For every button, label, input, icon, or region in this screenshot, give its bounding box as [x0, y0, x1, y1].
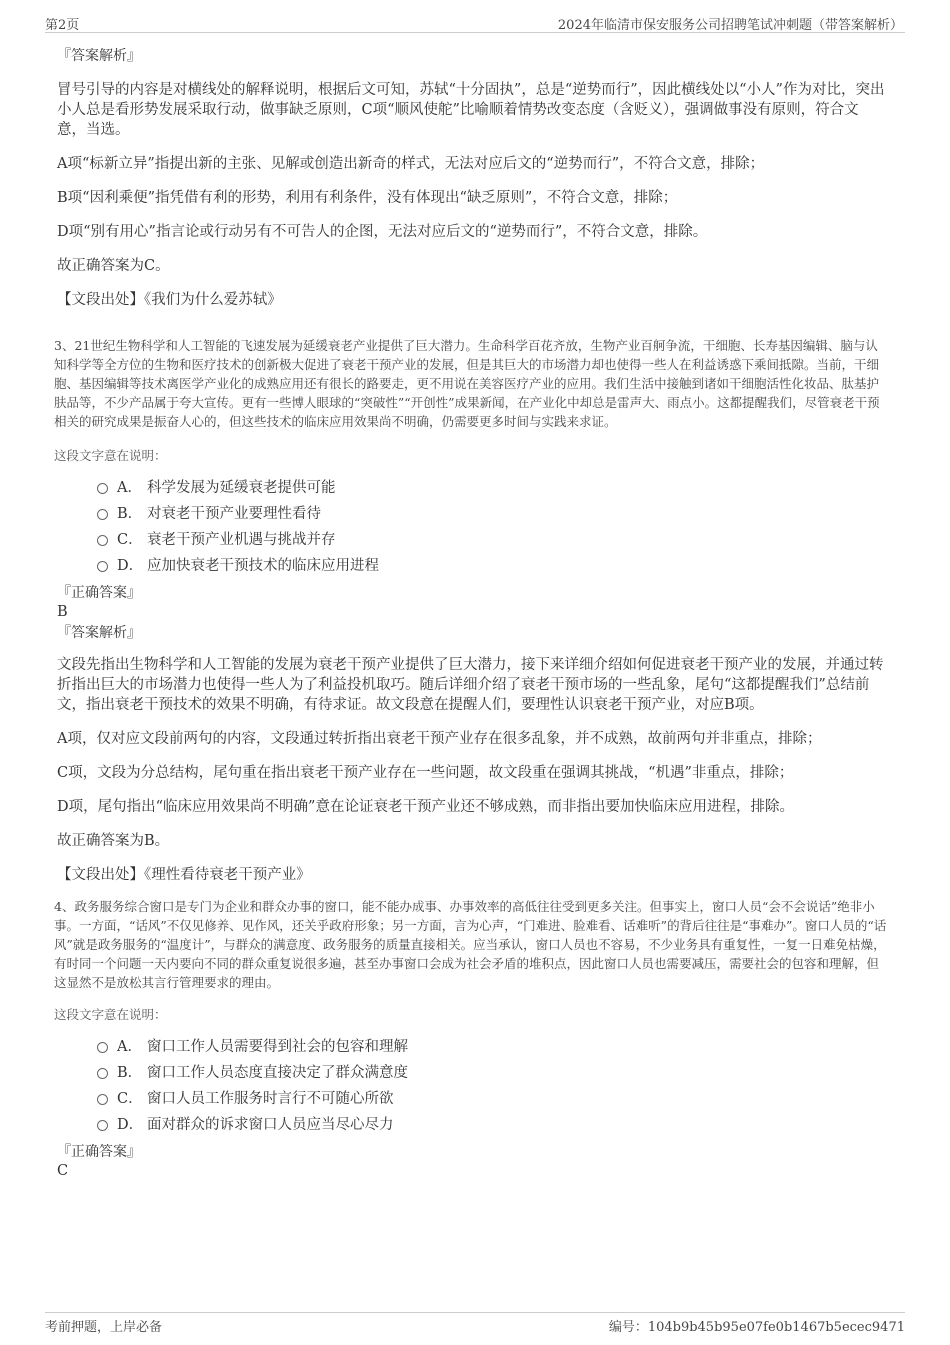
analysis-paragraph: 冒号引导的内容是对横线处的解释说明，根据后文可知，苏轼“十分固执”，总是“逆势而行”，因此横线处以“小人”作为对比，突出小人总是看形势发展采取行动，做事缺乏原则，C项“顺风使舵”比喻顺着情势改变态度（含贬义），强调做事没有原则，符合文意，当选。 — [57, 82, 885, 138]
analysis-paragraph: C项，文段为分总结构，尾句重在指出衰老干预产业存在一些问题，故文段重在强调其挑战，“机遇”非重点，排除； — [57, 765, 794, 781]
page-number: 第2页 — [45, 18, 80, 33]
question-4-stem: 这段文字意在说明： — [54, 1007, 167, 1022]
question-4-options — [57, 1034, 887, 1138]
source-citation: 【文段出处】《我们为什么爱苏轼》 — [57, 292, 282, 308]
answer-tag: 『正确答案』 — [57, 585, 141, 601]
analysis-paragraph: 文段先指出生物科学和人工智能的发展为衰老干预产业提供了巨大潜力，接下来详细介绍如何促进衰老干预产业的发展，并通过转折指出巨大的市场潜力也使得一些人为了利益投机取巧。随后详细介绍了衰老干预市场的一些乱象，尾句“这都提醒我们”总结前文，指出衰老干预技术的效果不明确，有待求证。故文段意在提醒人们，要理性认识衰老干预产业，对应B项。 — [57, 657, 884, 713]
document-body — [54, 46, 887, 1180]
option-c[interactable]: C． 衰老干预产业机遇与挑战并存 — [97, 527, 887, 553]
analysis-conclusion: 故正确答案为C。 — [57, 258, 170, 274]
radio-icon[interactable] — [97, 1094, 108, 1105]
option-d[interactable]: D． 应加快衰老干预技术的临床应用进程 — [97, 553, 887, 579]
option-a[interactable]: A． 窗口工作人员需要得到社会的包容和理解 — [97, 1034, 887, 1060]
radio-icon[interactable] — [97, 483, 108, 494]
analysis-paragraph: A项，仅对应文段前两句的内容，文段通过转折指出衰老干预产业存在很多乱象，并不成熟，故前两句并非重点，排除； — [57, 731, 822, 747]
radio-icon[interactable] — [97, 1068, 108, 1079]
analysis-paragraph: D项“别有用心”指言论或行动另有不可告人的企图，无法对应后文的“逆势而行”，不符合文意，排除。 — [57, 224, 708, 240]
answer-tag: 『正确答案』 — [57, 1144, 141, 1160]
analysis-tag: 『答案解析』 — [57, 48, 141, 64]
radio-icon[interactable] — [97, 561, 108, 572]
footer-slogan: 考前押题，上岸必备 — [45, 1320, 163, 1335]
question-3-text: 3、21世纪生物科学和人工智能的飞速发展为延缓衰老产业提供了巨大潜力。生命科学百花齐放，生物产业百舸争流，干细胞、长寿基因编辑、脑与认知科学等全方位的生物和医疗技术的创新极大促进了衰老干预产业的发展，但是其巨大的市场潜力却也使得一些人在利益诱惑下乘间抵隙。当前，干细胞、基因编辑等技术离医学产业化的成熟应用还有很长的路要走，更不用说在美容医疗产业的应用。我们生活中接触到诸如干细胞活性化妆品、肽基护肤品等，不少产品属于夸大宣传。更有一些博人眼球的“突破性”“开创性”成果新闻，在产业化中却总是雷声大、雨点小。这都提醒我们，尽管衰老干预相关的研究成果是振奋人心的，但这些技术的临床应用效果尚不明确，仍需要更多时间与实践来求证。 — [54, 338, 880, 429]
correct-answer: C — [57, 1163, 69, 1179]
page-header — [45, 14, 905, 33]
analysis-conclusion: 故正确答案为B。 — [57, 833, 170, 849]
page-footer — [45, 1312, 905, 1333]
option-c[interactable]: C． 窗口人员工作服务时言行不可随心所欲 — [97, 1086, 887, 1112]
option-d[interactable]: D． 面对群众的诉求窗口人员应当尽心尽力 — [97, 1112, 887, 1138]
option-b[interactable]: B． 对衰老干预产业要理性看待 — [97, 501, 887, 527]
source-citation: 【文段出处】《理性看待衰老干预产业》 — [57, 867, 311, 883]
question-4-text: 4、政务服务综合窗口是专门为企业和群众办事的窗口，能不能办成事、办事效率的高低往往受到更多关注。但事实上，窗口人员“会不会说话”绝非小事。一方面，“话风”不仅见修养、见作风，还关乎政府形象；另一方面，言为心声，“门难进、脸难看、话难听”的背后往往是“事难办”。窗口人员的“话风”就是政务服务的“温度计”，与群众的满意度、政务服务的质量直接相关。应当承认，窗口人员也不容易，不少业务具有重复性，一复一日难免枯燥，有时同一个问题一天内要向不同的群众重复说很多遍，甚至办事窗口会成为社会矛盾的堆积点，因此窗口人员也需要减压，需要社会的包容和理解，但这显然不是放松其言行管理要求的理由。 — [54, 899, 887, 990]
document-title: 2024年临清市保安服务公司招聘笔试冲刺题（带答案解析） — [557, 18, 903, 33]
analysis-paragraph: D项，尾句指出“临床应用效果尚不明确”意在论证衰老干预产业还不够成熟，而非指出要加快临床应用进程，排除。 — [57, 799, 794, 815]
radio-icon[interactable] — [97, 509, 108, 520]
option-b[interactable]: B． 窗口工作人员态度直接决定了群众满意度 — [97, 1060, 887, 1086]
radio-icon[interactable] — [97, 1120, 108, 1131]
document-id: 编号：104b9b45b95e07fe0b1467b5ecec9471 — [608, 1320, 905, 1335]
question-3-stem: 这段文字意在说明： — [54, 448, 167, 463]
correct-answer: B — [57, 604, 68, 620]
question-3-options — [57, 475, 887, 579]
radio-icon[interactable] — [97, 1042, 108, 1053]
analysis-paragraph: A项“标新立异”指提出新的主张、见解或创造出新奇的样式，无法对应后文的“逆势而行”，不符合文意，排除； — [57, 156, 765, 172]
radio-icon[interactable] — [97, 535, 108, 546]
analysis-tag: 『答案解析』 — [57, 625, 141, 641]
analysis-paragraph: B项“因利乘便”指凭借有利的形势，利用有利条件，没有体现出“缺乏原则”，不符合文意，排除； — [57, 190, 678, 206]
option-a[interactable]: A． 科学发展为延缓衰老提供可能 — [97, 475, 887, 501]
